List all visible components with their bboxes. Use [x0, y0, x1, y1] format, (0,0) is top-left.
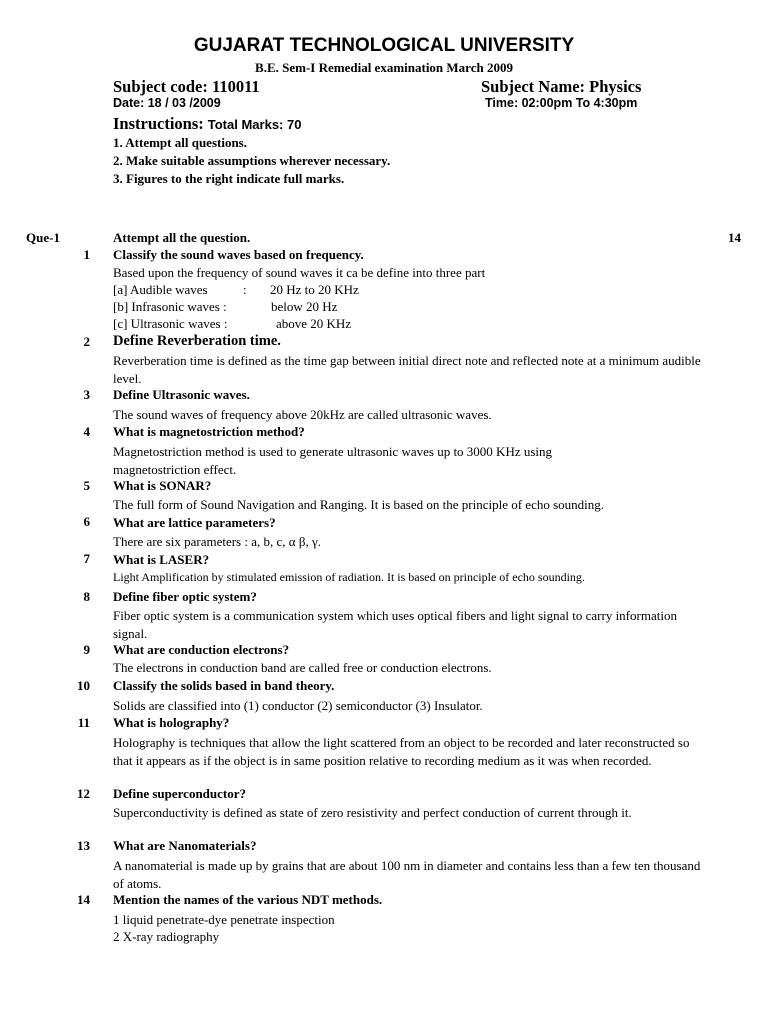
answer-text: The full form of Sound Navigation and Ranging. It is based on the principle of echo sounding.	[113, 497, 605, 512]
answer-row	[113, 315, 351, 333]
answer-text: Magnetostriction method is used to generate ultrasonic waves up to 3000 KHz using magnetostriction effect.	[113, 444, 553, 477]
question-number: 10	[77, 678, 90, 693]
row-value: above 20 KHz	[276, 316, 352, 331]
answer-row	[113, 281, 359, 299]
question-number: 13	[77, 838, 90, 853]
answer-text: 1 liquid penetrate-dye penetrate inspection	[113, 912, 335, 927]
question-number: 14	[77, 892, 90, 907]
answer-text: Light Amplification by stimulated emission of radiation. It is based on principle of echo sounding.	[113, 570, 585, 584]
answer-text: Fiber optic system is a communication system which uses optical fibers and light signal to carry information signal.	[113, 608, 677, 641]
question-number: 11	[77, 715, 90, 730]
question-text: Classify the sound waves based on frequency.	[113, 247, 364, 262]
row-value: 20 Hz to 20 KHz	[270, 282, 359, 297]
row-value: below 20 Hz	[271, 299, 338, 314]
question-text: What is SONAR?	[113, 478, 212, 493]
instruction-2: 2. Make suitable assumptions wherever necessary.	[113, 153, 391, 168]
instruction-1: 1. Attempt all questions.	[113, 135, 247, 150]
exam-date: Date: 18 / 03 /2009	[113, 96, 221, 110]
question-text: Classify the solids based in band theory.	[113, 678, 335, 693]
question-text: Define Ultrasonic waves.	[113, 387, 250, 402]
question-text: What is LASER?	[113, 552, 210, 567]
question-number: 1	[83, 247, 90, 262]
subject-code: Subject code: 110011	[113, 77, 260, 96]
answer-text: A nanomaterial is made up by grains that are about 100 nm in diameter and contains less than a few ten thousand of atoms.	[113, 858, 701, 891]
subject-name: Subject Name: Physics	[481, 77, 642, 96]
answer-row	[113, 298, 337, 316]
question-text: Define superconductor?	[113, 786, 247, 801]
question-number: 4	[83, 424, 90, 439]
exam-time: Time: 02:00pm To 4:30pm	[485, 96, 638, 110]
total-marks: Total Marks: 70	[207, 117, 302, 132]
question-text: Define Reverberation time.	[113, 333, 281, 349]
question-text: What are conduction electrons?	[113, 642, 290, 657]
question-text: What are Nanomaterials?	[113, 838, 257, 853]
row-label: [a] Audible waves	[113, 282, 208, 297]
exam-subtitle: B.E. Sem-I Remedial examination March 2009	[255, 60, 513, 75]
section-marks: 14	[728, 230, 741, 245]
answer-text: Solids are classified into (1) conductor (2) semiconductor (3) Insulator.	[113, 698, 483, 713]
answer-text: Superconductivity is defined as state of zero resistivity and perfect conduction of current through it.	[113, 805, 632, 820]
question-text: What are lattice parameters?	[113, 515, 276, 530]
question-text: Mention the names of the various NDT methods.	[113, 892, 383, 907]
question-text: Define fiber optic system?	[113, 589, 257, 604]
question-number: 12	[77, 786, 90, 801]
question-text: What is magnetostriction method?	[113, 424, 305, 439]
instructions-heading	[113, 114, 301, 134]
answer-text: Holography is techniques that allow the light scattered from an object to be recorded and later reconstructed so that it appears as if the object is in same position relative to recording medium as it was when recorded.	[113, 735, 690, 768]
question-number: 5	[83, 478, 90, 493]
answer-text: The sound waves of frequency above 20kHz are called ultrasonic waves.	[113, 407, 492, 422]
answer-text: 2 X-ray radiography	[113, 929, 220, 944]
answer-text: Reverberation time is defined as the time gap between initial direct note and reflected note at a minimum audible level.	[113, 353, 701, 386]
instructions-label: Instructions:	[113, 114, 204, 133]
row-label: [c] Ultrasonic waves :	[113, 316, 228, 331]
answer-text: The electrons in conduction band are called free or conduction electrons.	[113, 660, 492, 675]
question-text: What is holography?	[113, 715, 230, 730]
question-number: 8	[83, 589, 90, 604]
row-sep: :	[243, 282, 247, 297]
question-label: Que-1	[26, 230, 60, 245]
question-number: 6	[83, 514, 90, 529]
question-number: 7	[83, 551, 90, 566]
answer-text: There are six parameters : a, b, c, α β, γ.	[113, 534, 321, 549]
answer-text: Based upon the frequency of sound waves it ca be define into three part	[113, 265, 486, 280]
row-label: [b] Infrasonic waves :	[113, 299, 227, 314]
question-number: 2	[83, 334, 90, 349]
question-number: 3	[83, 387, 90, 402]
instruction-3: 3. Figures to the right indicate full marks.	[113, 171, 345, 186]
question-number: 9	[83, 642, 90, 657]
section-heading: Attempt all the question.	[113, 230, 251, 245]
university-title: GUJARAT TECHNOLOGICAL UNIVERSITY	[193, 35, 575, 56]
